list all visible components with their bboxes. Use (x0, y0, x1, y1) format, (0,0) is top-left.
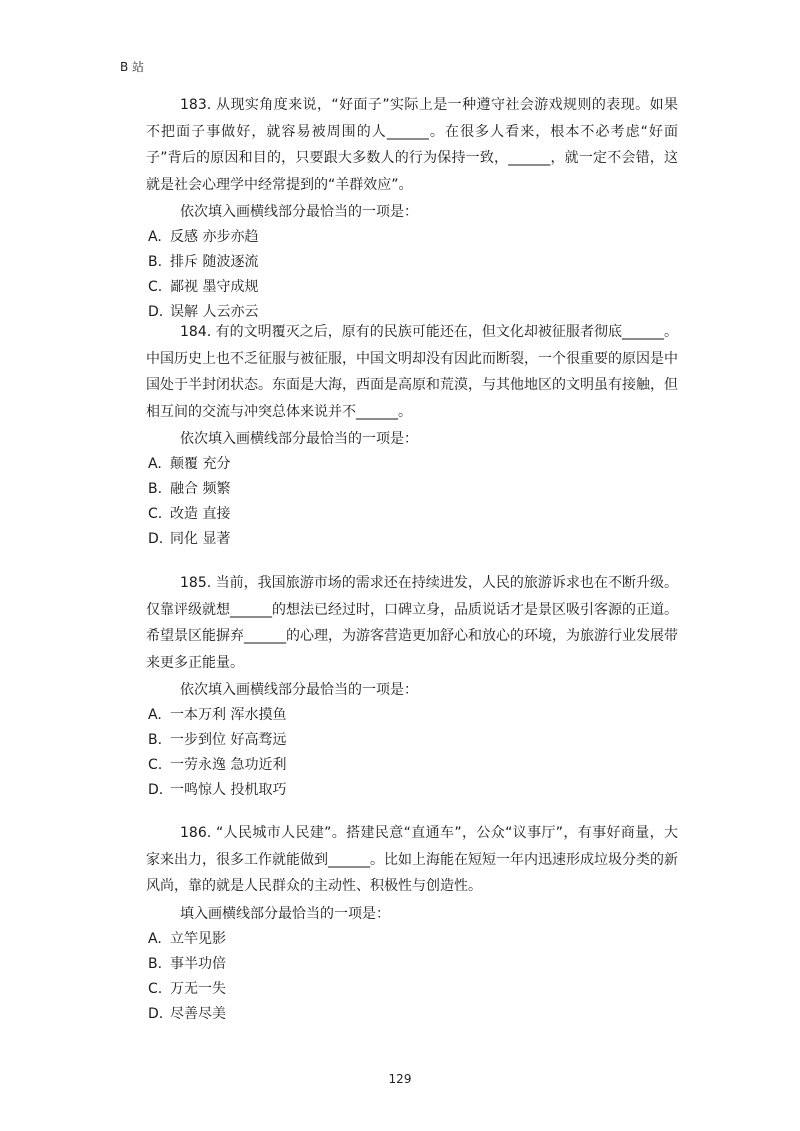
option-a[interactable]: A. 反感 亦步亦趋 (148, 229, 259, 245)
question-prompt: 依次填入画横线部分最恰当的一项是： (180, 204, 418, 220)
question-prompt: 依次填入画横线部分最恰当的一项是： (180, 682, 418, 698)
option-list (146, 927, 678, 1027)
option-d[interactable]: D. 误解 人云亦云 (148, 304, 259, 320)
option-b[interactable]: B. 一步到位 好高骛远 (148, 732, 287, 748)
option-list (146, 452, 678, 552)
question-prompt: 依次填入画横线部分最恰当的一项是： (180, 431, 418, 447)
question-185 (146, 570, 678, 803)
option-c[interactable]: C. 鄙视 墨守成规 (148, 279, 259, 295)
option-d[interactable]: D. 同化 显著 (148, 531, 231, 547)
option-c[interactable]: C. 万无一失 (148, 980, 226, 997)
question-prompt: 填入画横线部分最恰当的一项是： (180, 905, 390, 922)
option-a[interactable]: A. 一本万利 浑水摸鱼 (148, 707, 287, 723)
question-stem: 183. 从现实角度来说，“好面子”实际上是一种遵守社会游戏规则的表现。如果不把面子事做好，就容易被周围的人______。在很多人看来，根本不必考虑“好面子”背后的原因和目的，只要跟大多数人的行为保持一致，______，就一定不会错，这就是社会心理学中经常提到的“羊群效应”。 (146, 97, 678, 193)
question-stem: 186. “人民城市人民建”。搭建民意“直通车”，公众“议事厅”，有事好商量，大家来出力，很多工作就能做到______。比如上海能在短短一年内迅速形成垃圾分类的新风尚，靠的就是人民群众的主动性、积极性与创造性。 (146, 825, 678, 894)
option-a[interactable]: A. 颠覆 充分 (148, 456, 231, 472)
option-b[interactable]: B. 排斥 随波逐流 (148, 254, 259, 270)
question-186 (146, 820, 678, 1027)
question-183 (146, 92, 678, 325)
question-stem: 184. 有的文明覆灭之后，原有的民族可能还在，但文化却被征服者彻底______。中国历史上也不乏征服与被征服，中国文明却没有因此而断裂，一个很重要的原因是中国处于半封闭状态。东面是大海，西面是高原和荒漠，与其他地区的文明虽有接触，但相互间的交流与冲突总体来说并不______。 (146, 324, 678, 420)
option-c[interactable]: C. 改造 直接 (148, 506, 231, 522)
option-d[interactable]: D. 尽善尽美 (148, 1005, 226, 1022)
option-a[interactable]: A. 立竿见影 (148, 930, 226, 947)
question-184 (146, 319, 678, 552)
page-number: 129 (388, 1072, 412, 1086)
option-b[interactable]: B. 事半功倍 (148, 955, 226, 972)
option-b[interactable]: B. 融合 频繁 (148, 481, 231, 497)
option-d[interactable]: D. 一鸣惊人 投机取巧 (148, 782, 287, 798)
option-list (146, 703, 678, 803)
question-stem: 185. 当前，我国旅游市场的需求还在持续进发，人民的旅游诉求也在不断升级。仅靠评级就想______的想法已经过时，口碑立身，品质说话才是景区吸引客源的正道。希望景区能摒弃______的心理，为游客营造更加舒心和放心的环境，为旅游行业发展带来更多正能量。 (146, 575, 678, 671)
page-header: B 站 (120, 60, 145, 74)
option-list (146, 225, 678, 325)
option-c[interactable]: C. 一劳永逸 急功近利 (148, 757, 287, 773)
